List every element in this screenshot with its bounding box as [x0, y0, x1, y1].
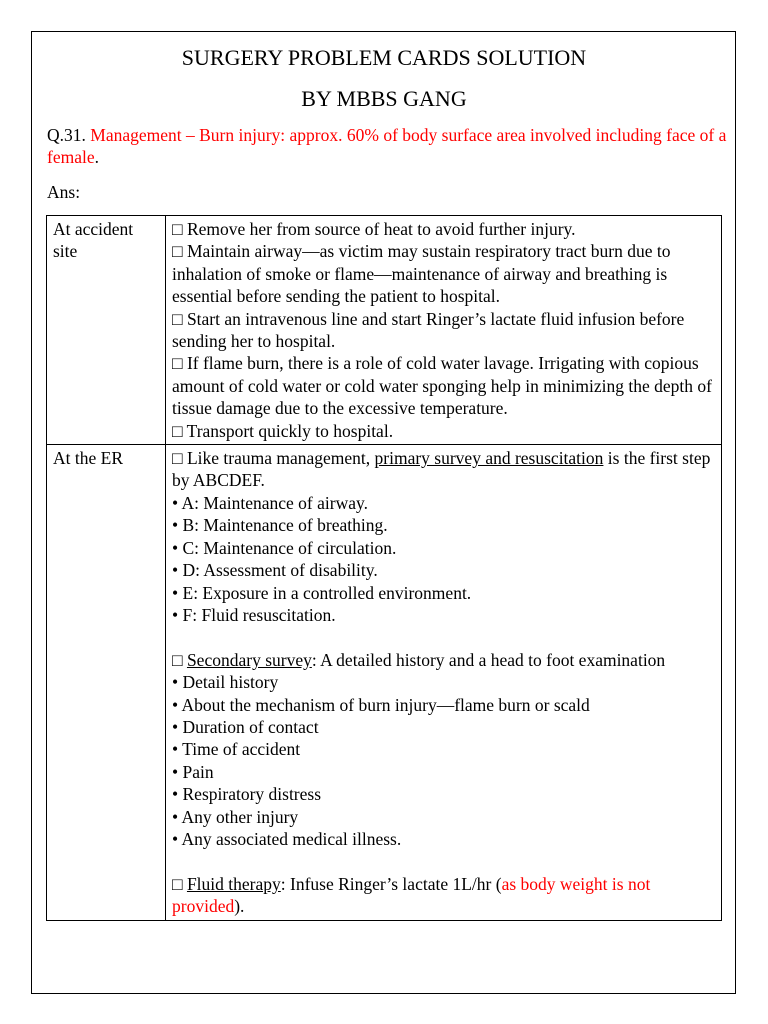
management-table [46, 215, 722, 921]
page-title: SURGERY PROBLEM CARDS SOLUTION [181, 45, 587, 70]
fluid-note: as body weight is not provided [172, 873, 651, 917]
spacer [172, 626, 715, 648]
list-item: • D: Assessment of disability. [172, 560, 378, 581]
list-item: • Duration of contact [172, 716, 319, 737]
list-item: • Pain [172, 761, 214, 782]
question [47, 124, 727, 168]
list-item: • A: Maintenance of airway. [172, 492, 368, 513]
primary-survey-term: primary survey and resuscitation [374, 448, 604, 469]
list-item: • C: Maintenance of circulation. [172, 537, 397, 558]
secondary-prefix: □ [172, 649, 187, 670]
page-subtitle: BY MBBS GANG [301, 86, 467, 111]
list-item: • About the mechanism of burn injury—flame burn or scald [172, 694, 590, 715]
list-item: □ Remove her from source of heat to avoid further injury. [172, 219, 576, 239]
list-item: • F: Fluid resuscitation. [172, 604, 336, 625]
table-row-er [47, 445, 722, 921]
question-number: Q.31. [47, 125, 86, 145]
secondary-survey-intro [172, 649, 715, 671]
question-end: . [94, 147, 99, 167]
accident-site-content [166, 216, 722, 445]
fluid-therapy-term: Fluid therapy [186, 873, 281, 894]
accident-site-label: At accident site [47, 216, 166, 445]
fluid-therapy [172, 873, 715, 918]
list-item: □ Transport quickly to hospital. [172, 420, 394, 441]
primary-survey-intro [172, 447, 715, 492]
er-content [166, 445, 722, 921]
list-item: • Detail history [172, 672, 279, 693]
list-item: □ If flame burn, there is a role of cold water lavage. Irrigating with copious amount of cold water or cold water sponging help in minimizing the depth of tissue damage due to the excessive temperature. [172, 353, 712, 419]
fluid-prefix: □ [172, 873, 187, 894]
primary-suffix: is the first step by ABCDEF. [172, 448, 711, 491]
list-item: • B: Maintenance of breathing. [172, 515, 388, 536]
question-text: Management – Burn injury: approx. 60% of body surface area involved including face of a female [47, 125, 727, 167]
answer-label: Ans: [47, 182, 81, 202]
fluid-end: ). [234, 896, 245, 917]
spacer [172, 850, 715, 872]
table-row-accident [47, 216, 722, 445]
secondary-survey-term: Secondary survey [186, 649, 312, 670]
primary-prefix: □ Like trauma management, [172, 448, 375, 469]
list-item: • Any other injury [172, 806, 299, 827]
list-item: • Respiratory distress [172, 784, 322, 805]
list-item: • Any associated medical illness. [172, 828, 402, 849]
fluid-text: : Infuse Ringer’s lactate 1L/hr ( [280, 873, 502, 894]
list-item: • E: Exposure in a controlled environment. [172, 582, 472, 603]
list-item: □ Maintain airway—as victim may sustain respiratory tract burn due to inhalation of smoke or flame—maintenance of airway and breathing is essential before sending the patient to hospital. [172, 241, 671, 307]
list-item: □ Start an intravenous line and start Ringer’s lactate fluid infusion before sending her to hospital. [172, 308, 685, 352]
er-label: At the ER [47, 445, 166, 921]
list-item: • Time of accident [172, 739, 301, 760]
secondary-suffix: : A detailed history and a head to foot examination [311, 649, 666, 670]
